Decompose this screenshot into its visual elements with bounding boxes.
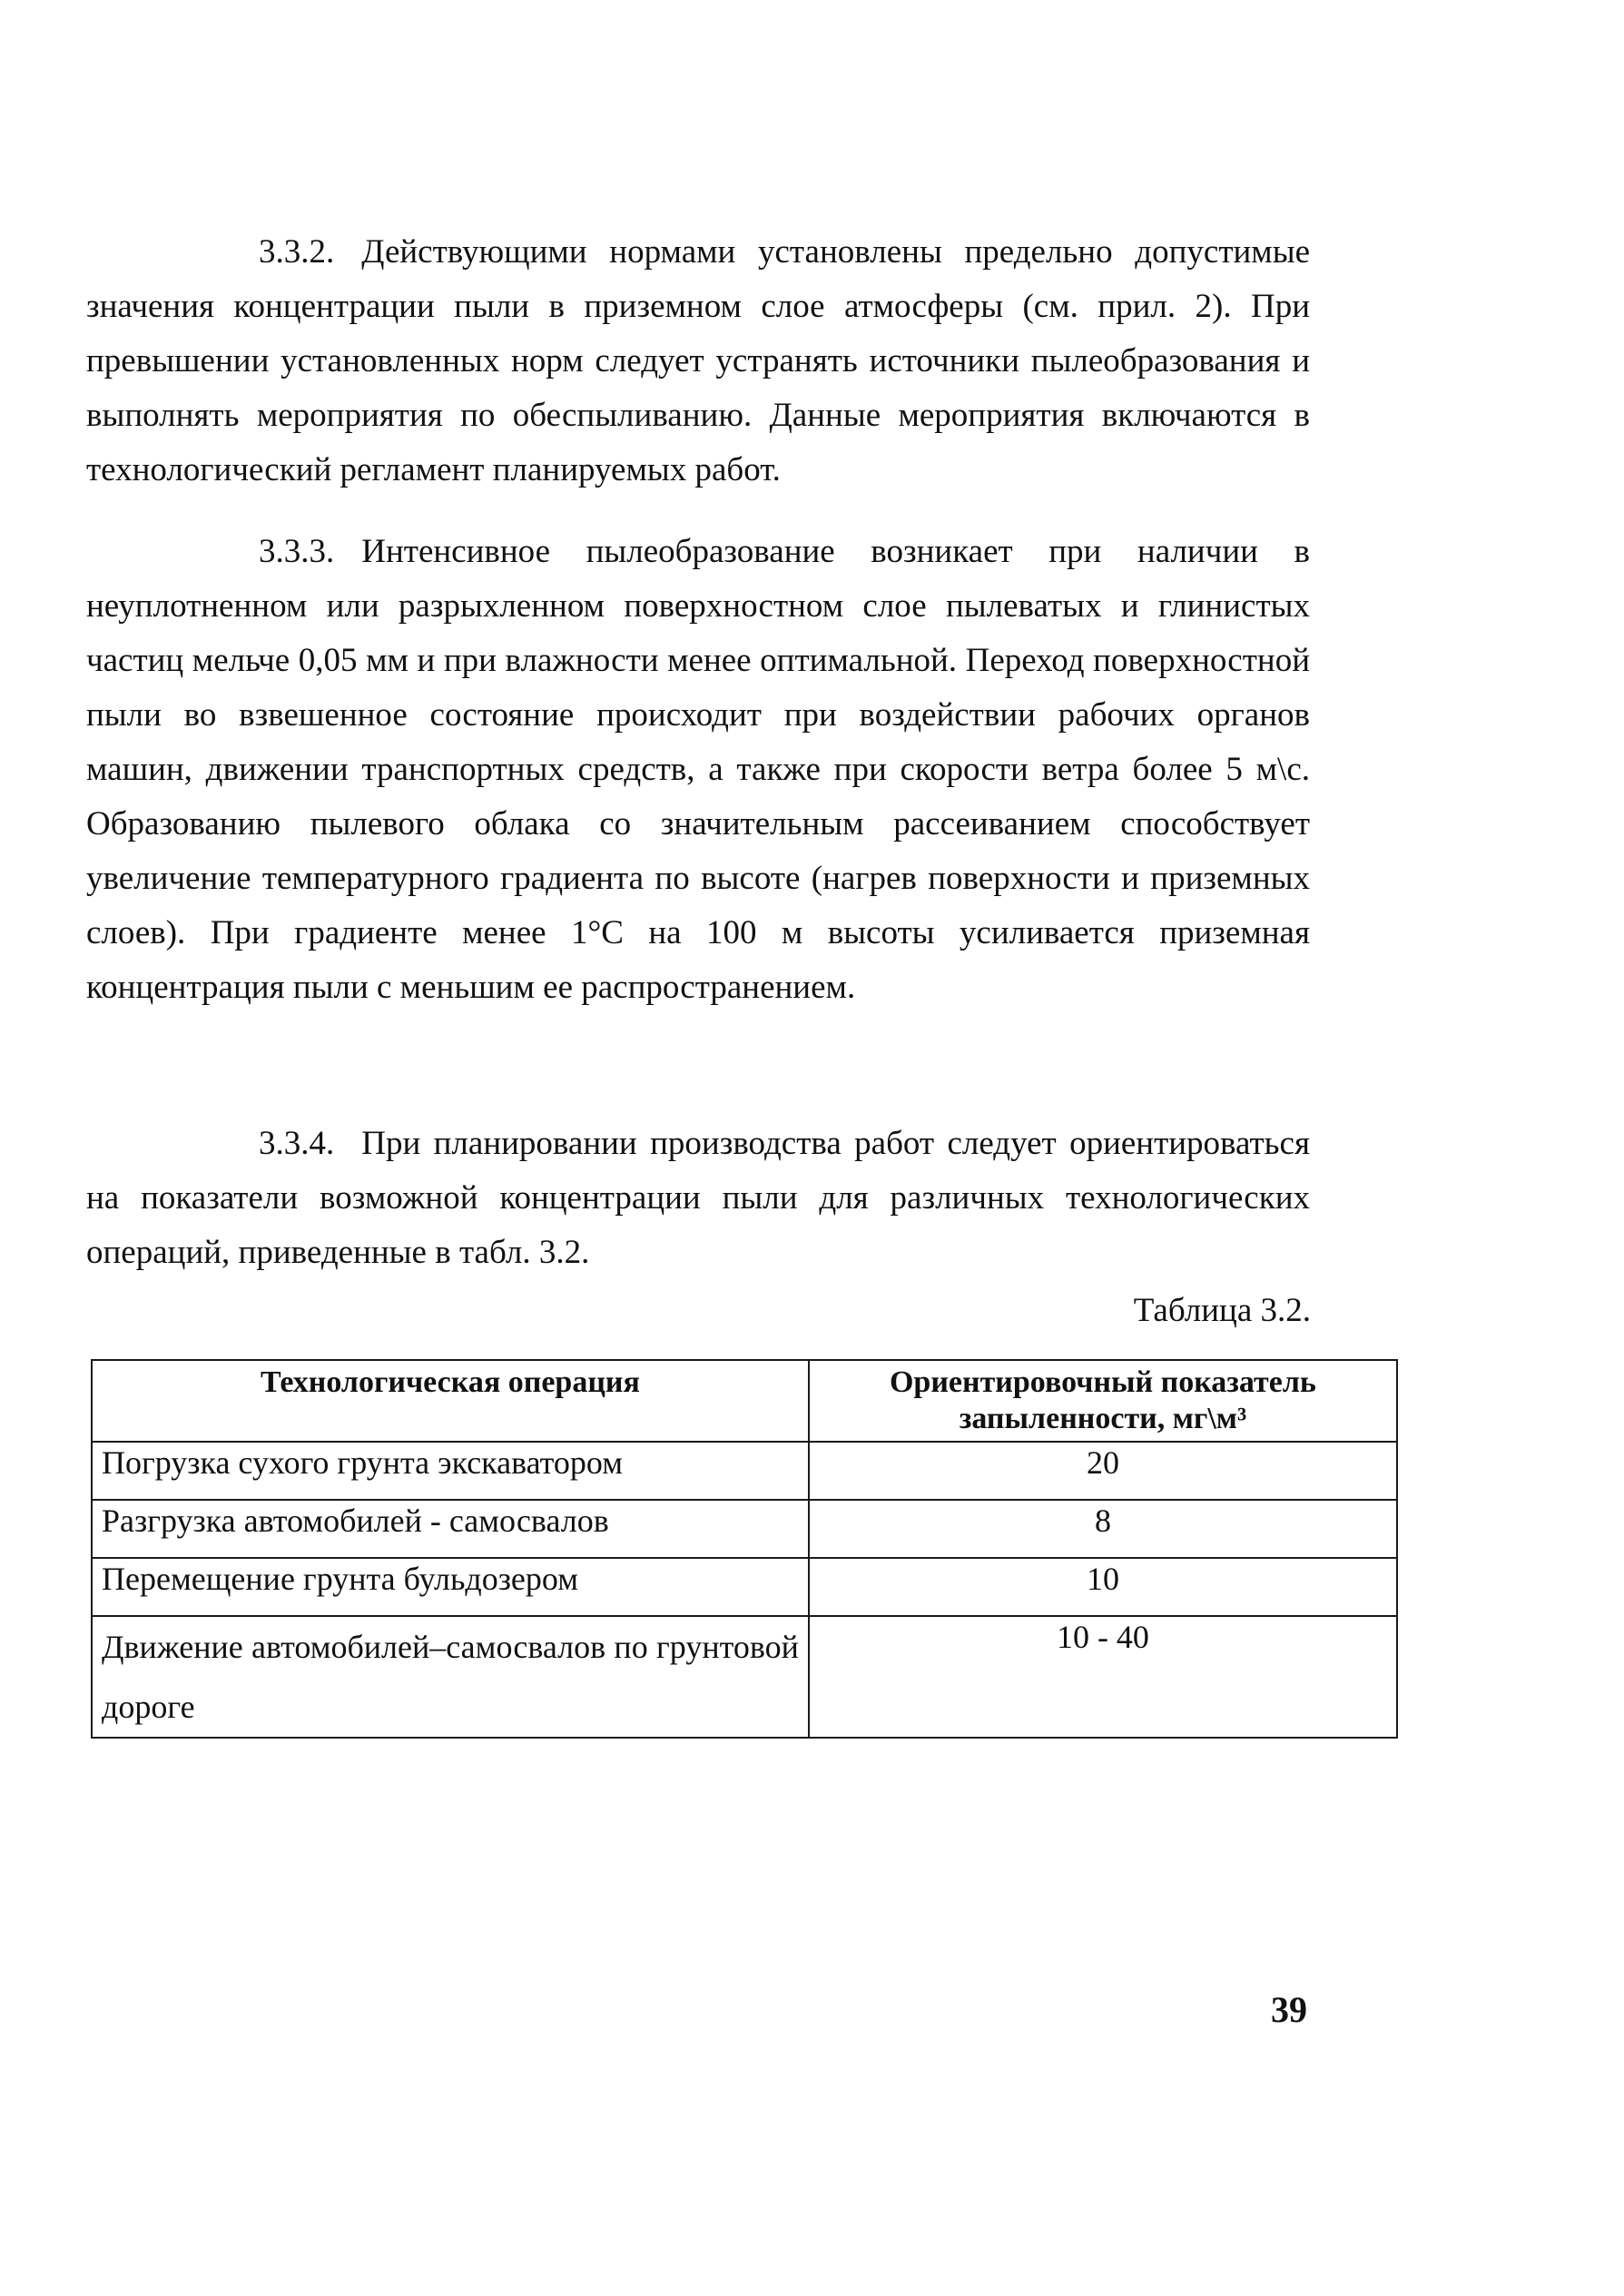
paragraph-3-3-3	[86, 525, 1310, 1015]
paragraph-text: Интенсивное пылеобразование возникает при наличии в неуплотненном или разрыхленном поверхностном слое пылеватых и глинистых частиц мельче 0,05 мм и при влажности менее оптимальной. Переход поверхностной пыли во взвешенное состояние происходит при воздействии рабочих органов машин, движении транспортных средств, а также при скорости ветра более 5 м\с. Образованию пылевого облака со значительным рассеиванием способствует увеличение температурного градиента по высоте (нагрев поверхности и приземных слоев). При градиенте менее 1°С на 100 м высоты усиливается приземная концентрация пыли с меньшим ее распространением.	[86, 533, 1310, 1006]
paragraph-number: 3.3.4.	[259, 1125, 335, 1162]
header-indicator: Ориентировочный показатель запыленности, мг\м³	[809, 1360, 1397, 1442]
page-number: 39	[1271, 1989, 1307, 2030]
paragraph-3-3-2	[86, 225, 1310, 498]
cell-value: 10	[809, 1558, 1397, 1616]
dust-concentration-table	[91, 1359, 1398, 1739]
table-row	[92, 1616, 1397, 1738]
cell-operation: Разгрузка автомобилей - самосвалов	[92, 1500, 809, 1558]
table-header-row	[92, 1360, 1397, 1442]
table-row	[92, 1500, 1397, 1558]
table-row	[92, 1558, 1397, 1616]
cell-operation: Перемещение грунта бульдозером	[92, 1558, 809, 1616]
cell-operation: Движение автомобилей–самосвалов по грунтовой дороге	[92, 1616, 809, 1738]
table-row	[92, 1442, 1397, 1500]
paragraph-3-3-4	[86, 1117, 1310, 1280]
table-caption: Таблица 3.2.	[1133, 1292, 1311, 1329]
paragraph-number: 3.3.2.	[259, 233, 335, 271]
cell-value: 10 - 40	[809, 1616, 1397, 1738]
paragraph-text: При планировании производства работ следует ориентироваться на показатели возможной концентрации пыли для различных технологических операций, приведенные в табл. 3.2.	[86, 1125, 1310, 1271]
cell-value: 20	[809, 1442, 1397, 1500]
paragraph-number: 3.3.3.	[259, 533, 335, 570]
cell-value: 8	[809, 1500, 1397, 1558]
paragraph-text: Действующими нормами установлены предельно допустимые значения концентрации пыли в приземном слое атмосферы (см. прил. 2). При превышении установленных норм следует устранять источники пылеобразования и выполнять мероприятия по обеспыливанию. Данные мероприятия включаются в технологический регламент планируемых работ.	[86, 233, 1310, 488]
header-operation: Технологическая операция	[92, 1360, 809, 1442]
cell-operation: Погрузка сухого грунта экскаватором	[92, 1442, 809, 1500]
